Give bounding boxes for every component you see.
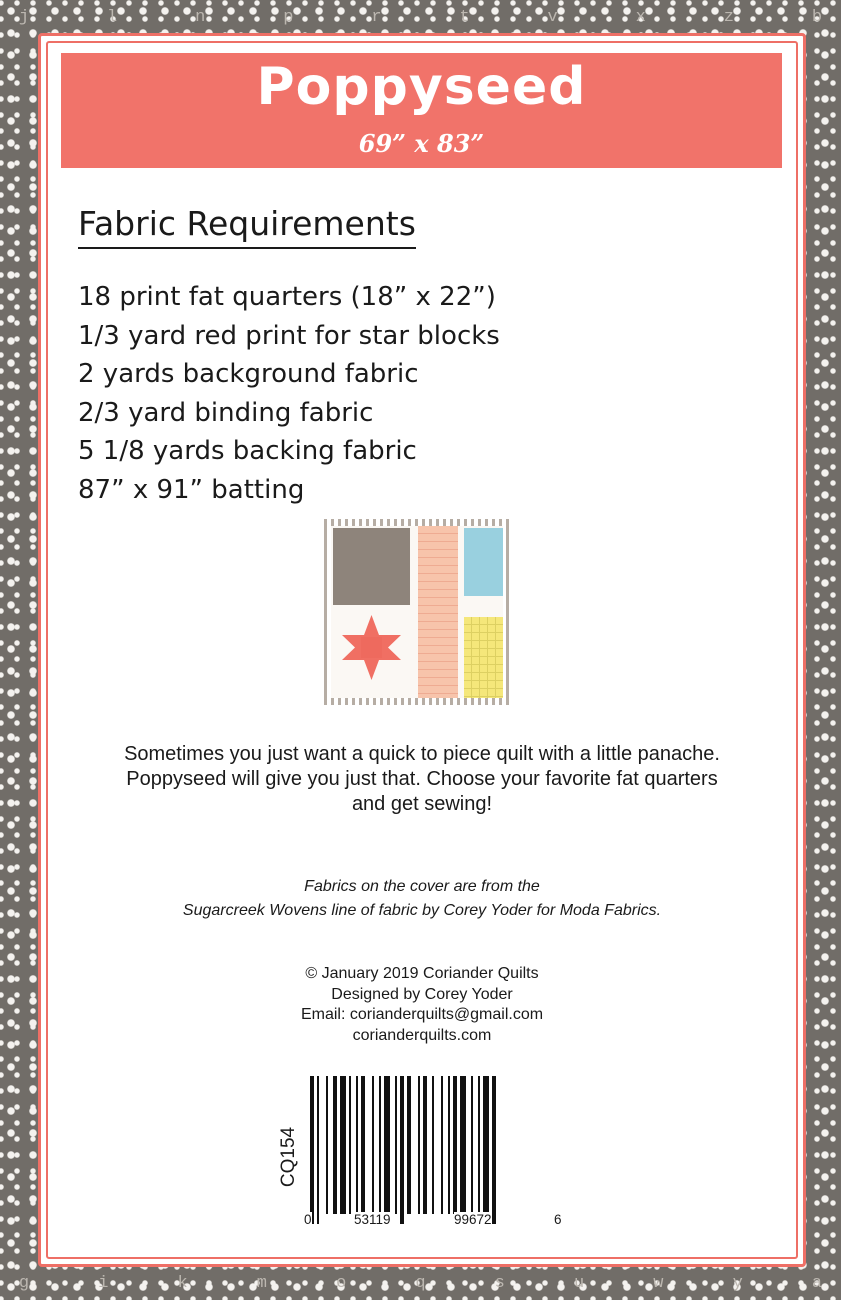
credit-line: Sugarcreek Wovens line of fabric by Corey Yoder for Moda Fabrics. (182, 902, 662, 919)
list-item: 18 print fat quarters (18” x 22”) (78, 282, 496, 312)
contact-info (41, 964, 803, 1046)
barcode-digit-last: 6 (554, 1212, 562, 1227)
bottom-border-letters (0, 1268, 841, 1298)
border-letter: u (573, 1273, 585, 1293)
list-item: 5 1/8 yards backing fabric (78, 436, 417, 466)
barcode-digit-right-group: 99672 (454, 1212, 492, 1227)
barcode-bar (453, 1076, 457, 1214)
description-line: Sometimes you just want a quick to piece quilt with a little panache. (124, 743, 720, 765)
description-line: and get sewing! (351, 793, 493, 815)
border-letter: p (283, 7, 294, 27)
barcode-bar (441, 1076, 443, 1214)
border-letter: k (177, 1273, 188, 1293)
barcode-bar (333, 1076, 337, 1214)
barcode-bar (418, 1076, 420, 1214)
title-banner (61, 53, 782, 168)
barcode-bar (310, 1076, 314, 1224)
barcode-bar (407, 1076, 411, 1214)
credit-line: Fabrics on the cover are from the (304, 878, 540, 895)
gray-square-block (333, 528, 410, 605)
border-letter: n (195, 7, 206, 27)
barcode-bar (340, 1076, 346, 1214)
barcode-bar (372, 1076, 374, 1214)
barcode-bar (384, 1076, 390, 1214)
border-letter: v (547, 7, 558, 27)
barcode-digit-left-group: 53119 (354, 1212, 391, 1227)
copyright-text: © January 2019 Coriander Quilts (305, 965, 539, 982)
star-icon (333, 609, 410, 686)
description-line: Poppyseed will give you just that. Choose your favorite fat quarters (126, 768, 718, 790)
quilt-block-illustration (324, 519, 510, 705)
designer-text: Designed by Corey Yoder (331, 985, 513, 1003)
border-letter: r (371, 7, 382, 27)
pattern-back-card (38, 33, 806, 1267)
border-letter: o (336, 1273, 347, 1293)
top-border-letters (0, 2, 841, 32)
barcode-bar (478, 1076, 480, 1214)
barcode-bar (460, 1076, 466, 1214)
star-block (333, 609, 410, 686)
barcode-bar (448, 1076, 450, 1214)
peach-strip (418, 526, 458, 698)
barcode-bar (317, 1076, 319, 1224)
fabric-credit (41, 875, 803, 923)
barcode-bar (356, 1076, 358, 1214)
border-letter: s (494, 1273, 505, 1293)
barcode-bar (361, 1076, 365, 1214)
border-letter: g (18, 1273, 30, 1293)
list-item: 87” x 91” batting (78, 474, 305, 505)
pattern-description (41, 742, 803, 817)
barcode (304, 1076, 564, 1226)
border-letter: t (459, 7, 470, 27)
barcode-bar (326, 1076, 328, 1214)
list-item: 1/3 yard red print for star blocks (78, 320, 500, 351)
border-letter: i (98, 1273, 109, 1293)
barcode-bar (432, 1076, 434, 1214)
sku-label: CQ154 (278, 1126, 300, 1188)
barcode-bar (395, 1076, 397, 1214)
border-letter: z (723, 7, 734, 27)
barcode-digit-first: 0 (304, 1212, 312, 1227)
barcode-bar (423, 1076, 427, 1214)
border-letter: b (811, 7, 823, 27)
list-item: 2 yards background fabric (78, 359, 419, 389)
border-letter: y (732, 1273, 743, 1293)
email-text: Email: corianderquilts@gmail.com (300, 1006, 544, 1023)
border-letter: w (653, 1273, 664, 1293)
fabric-requirements-heading: Fabric Requirements (78, 204, 416, 249)
list-item: 2/3 yard binding fabric (78, 397, 374, 428)
border-letter: q (415, 1273, 426, 1293)
barcode-bar (471, 1076, 473, 1214)
quilt-size: 69” x 83” (358, 129, 485, 158)
barcode-bar (349, 1076, 351, 1214)
barcode-bar (400, 1076, 404, 1224)
barcode-digits (304, 1212, 564, 1230)
border-letter: j (18, 7, 30, 27)
border-letter: a (811, 1273, 823, 1293)
border-letter: m (256, 1273, 267, 1293)
barcode-bar (483, 1076, 489, 1224)
barcode-bar (379, 1076, 381, 1214)
website-text: corianderquilts.com (352, 1026, 492, 1044)
barcode-bar (492, 1076, 496, 1224)
border-letter: x (635, 7, 646, 27)
barcode-bars (304, 1076, 564, 1226)
blue-rectangle (464, 528, 503, 596)
pattern-title: Poppyseed (256, 57, 587, 117)
fabric-requirements-list (78, 278, 500, 509)
yellow-rectangle (464, 617, 503, 698)
border-letter: l (107, 7, 118, 27)
